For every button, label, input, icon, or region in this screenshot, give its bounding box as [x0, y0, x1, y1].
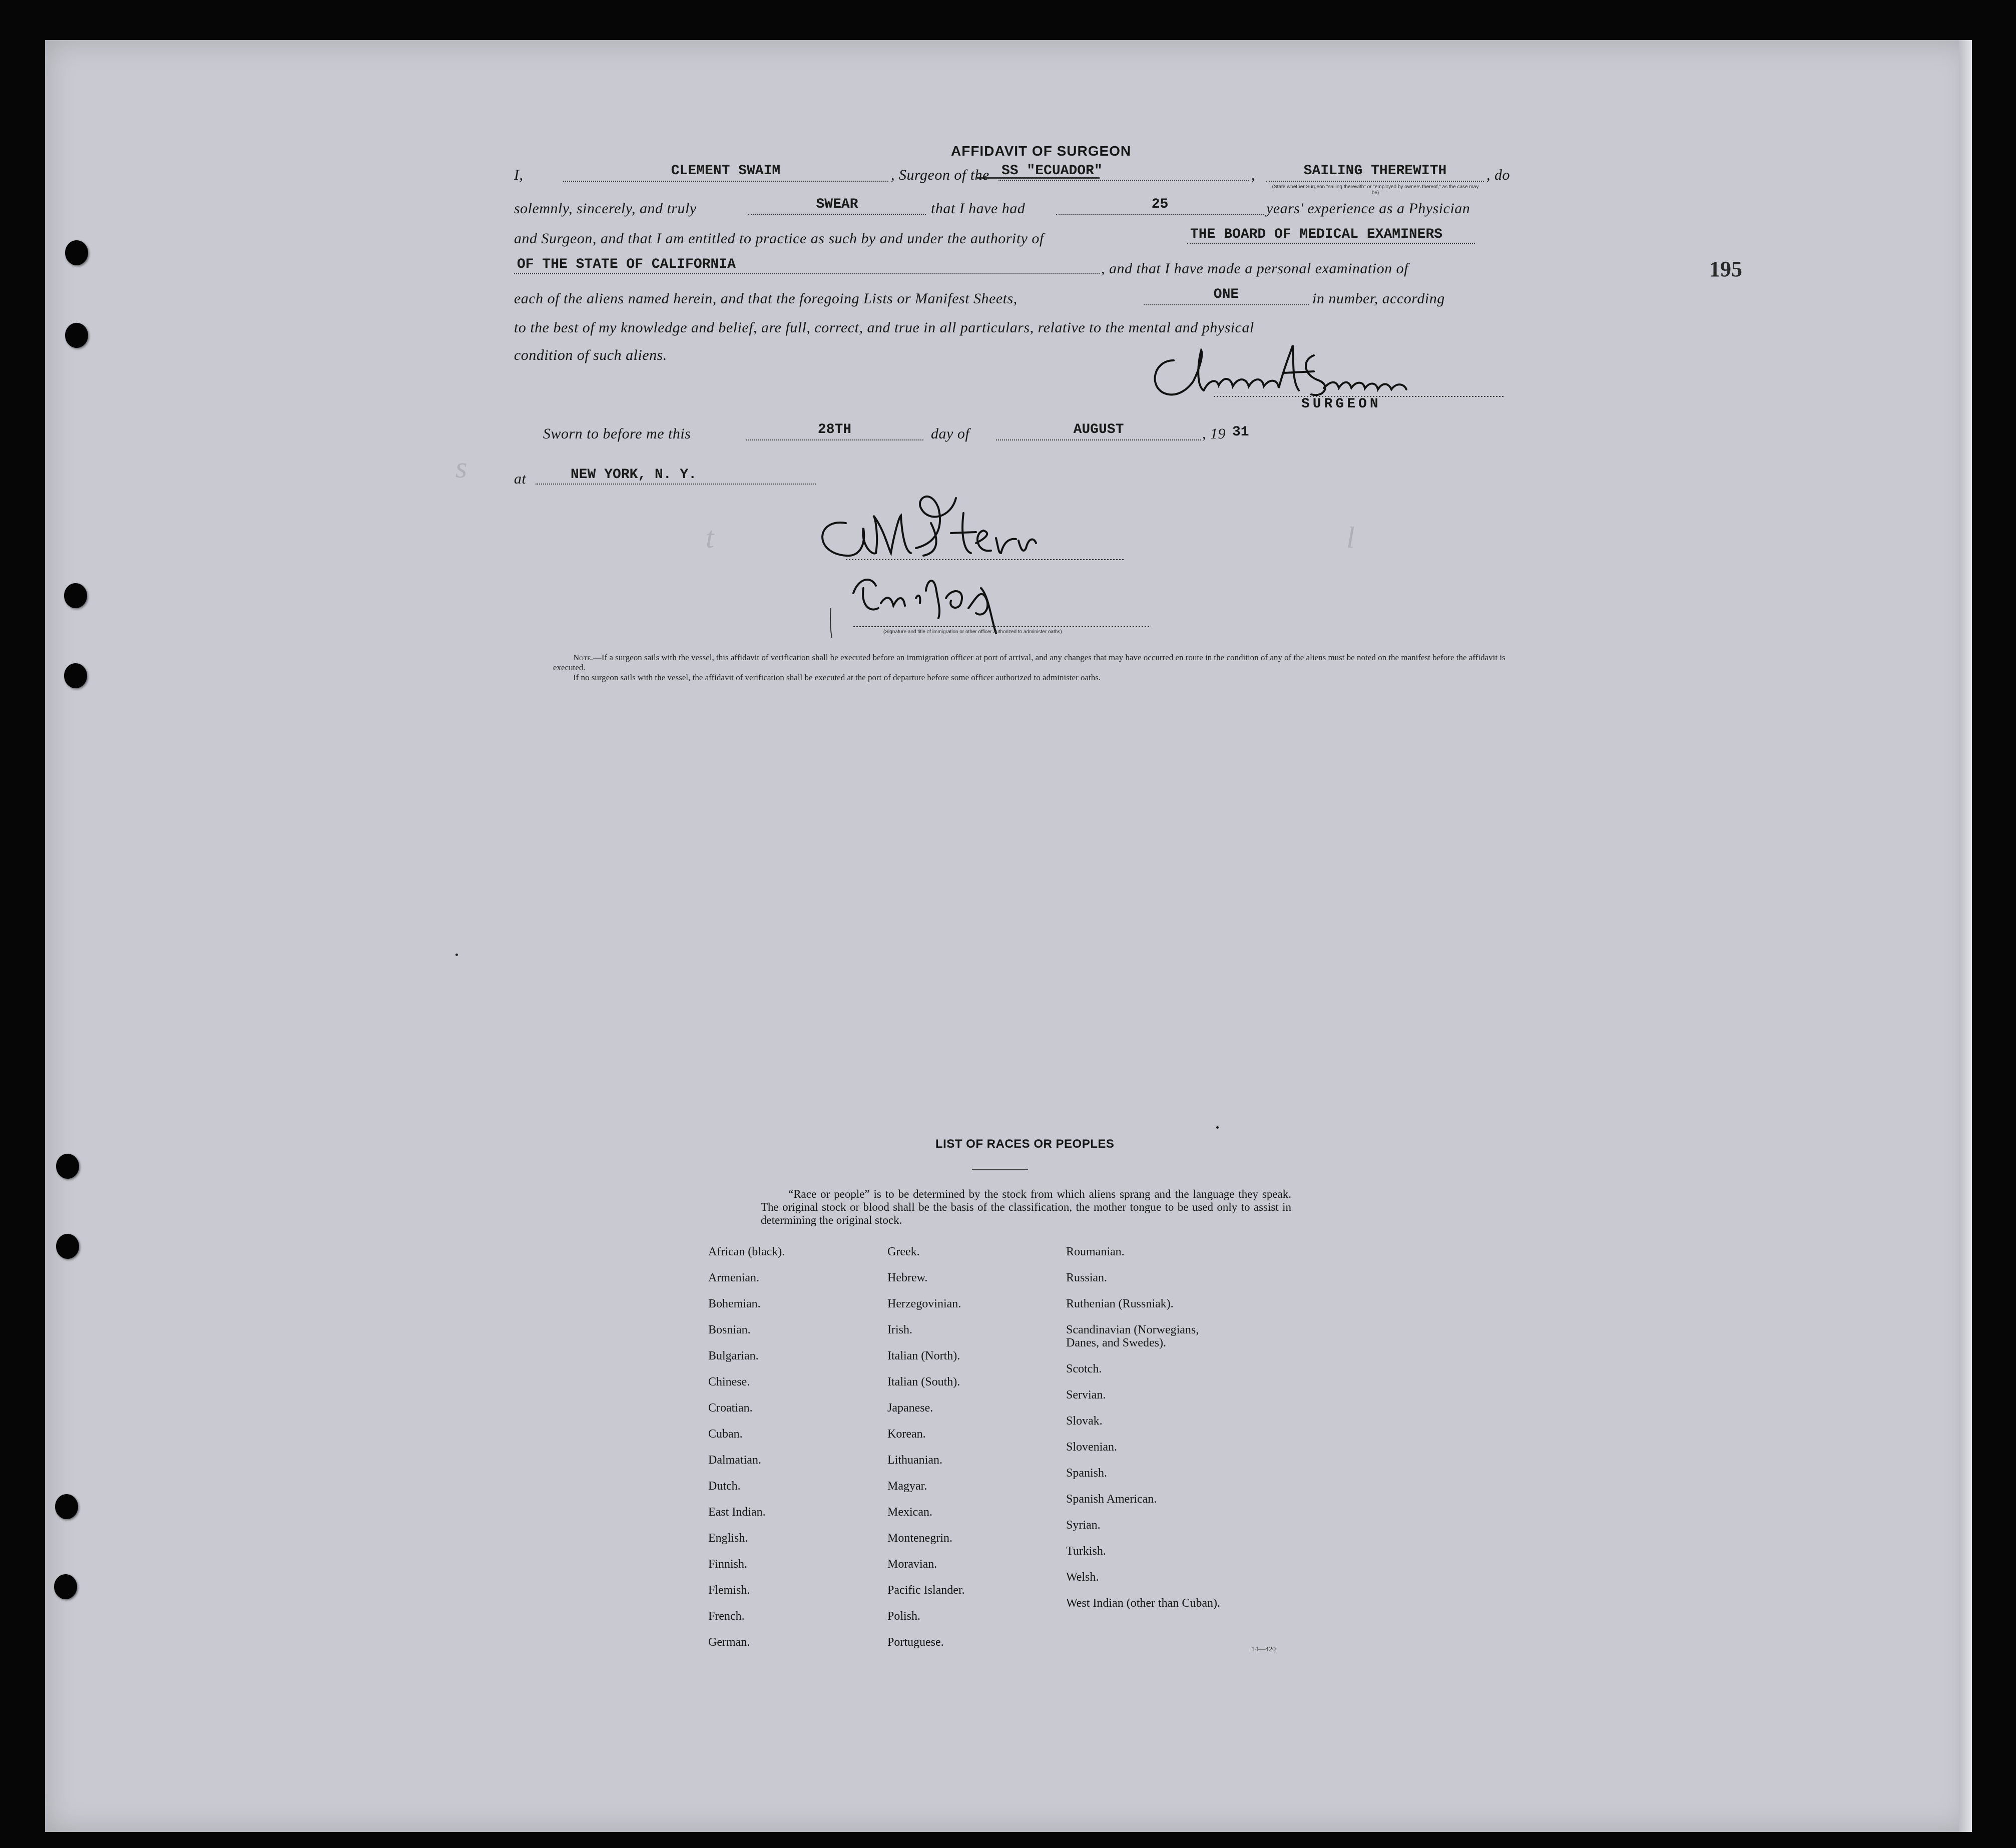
affidavit-title: AFFIDAVIT OF SURGEON — [951, 143, 1132, 159]
race-item: Roumanian. — [1066, 1245, 1125, 1258]
line1-post: , do — [1486, 167, 1510, 183]
race-item: Cuban. — [708, 1428, 743, 1441]
race-item: Montenegrin. — [887, 1532, 952, 1545]
line1-pre: I, — [514, 167, 524, 183]
races-column-2 — [887, 1245, 1068, 1662]
sworn-day-field: 28TH — [746, 421, 923, 440]
race-item: Hebrew. — [887, 1271, 928, 1284]
line5-pre: each of the aliens named herein, and that the foregoing Lists or Manifest Sheets, — [514, 290, 1018, 307]
line1-comma: , — [1251, 167, 1255, 183]
race-item: Croatian. — [708, 1402, 753, 1415]
sworn-pre: Sworn to before me this — [543, 425, 691, 442]
note-label: Note. — [573, 653, 593, 662]
page-number: 195 — [1709, 257, 1742, 281]
race-item: Magyar. — [887, 1480, 927, 1493]
race-item: Bulgarian. — [708, 1349, 759, 1362]
race-item: Japanese. — [887, 1402, 933, 1415]
surgeon-signature — [1144, 340, 1504, 405]
binder-hole — [56, 1234, 79, 1259]
race-item: Lithuanian. — [887, 1454, 942, 1467]
race-item: Scotch. — [1066, 1362, 1102, 1375]
note-paragraph-2: If no surgeon sails with the vessel, the affidavit of verification shall be executed at the port of departure before some officer authorized to administer oaths. — [573, 673, 1101, 682]
race-item: Portuguese. — [887, 1636, 944, 1649]
binder-hole — [64, 663, 87, 688]
race-item: Turkish. — [1066, 1545, 1106, 1558]
sailing-status-field: SAILING THEREWITH — [1266, 163, 1484, 182]
surgeon-name-field: CLEMENT SWAIM — [563, 163, 888, 182]
sheets-count-field: ONE — [1144, 286, 1309, 305]
race-item: Servian. — [1066, 1389, 1106, 1402]
race-item: Irish. — [887, 1323, 912, 1336]
race-item: Russian. — [1066, 1271, 1108, 1284]
race-item: Chinese. — [708, 1375, 750, 1389]
vessel-field: SS "ECUADOR" — [998, 163, 1249, 181]
scan-speck — [1216, 1126, 1219, 1129]
scan-speck — [455, 954, 458, 956]
sworn-year-prefix: , 19 — [1202, 425, 1226, 442]
line5-post: in number, according — [1312, 290, 1445, 307]
race-item: West Indian (other than Cuban). — [1066, 1597, 1220, 1610]
race-item: Slovenian. — [1066, 1441, 1117, 1454]
binder-hole — [56, 1154, 79, 1179]
binder-hole — [55, 1494, 78, 1519]
bleed-through-mark: t — [706, 521, 714, 554]
race-item: Greek. — [887, 1245, 920, 1258]
page-edge — [1959, 40, 1972, 1832]
race-item: German. — [708, 1636, 750, 1649]
race-item: Ruthenian (Russniak). — [1066, 1297, 1174, 1310]
line7: condition of such aliens. — [514, 347, 667, 363]
race-item: English. — [708, 1532, 748, 1545]
races-column-3 — [1066, 1245, 1231, 1636]
sailing-status-note: (State whether Surgeon "sailing therewith" or "employed by owners thereof," as the case may be) — [1272, 184, 1479, 196]
oath-field: SWEAR — [748, 196, 926, 215]
races-intro: “Race or people” is to be determined by the stock from which aliens sprang and the language they speak. The original stock or blood shall be the basis of the classification, the mother tongue to be used only to assist in determining the original stock. — [761, 1188, 1291, 1226]
race-item: Spanish American. — [1066, 1493, 1157, 1506]
sworn-year-suffix: 31 — [1232, 424, 1249, 440]
binder-hole — [64, 583, 87, 608]
binder-hole — [65, 323, 88, 348]
races-column-1 — [708, 1245, 888, 1662]
authority-field-2: OF THE STATE OF CALIFORNIA — [514, 256, 1100, 274]
officer-caption: (Signature and title of immigration or other officer authorized to administer oaths) — [883, 629, 1062, 635]
line2-post: years' experience as a Physician — [1266, 200, 1470, 217]
race-item: Dutch. — [708, 1480, 741, 1493]
race-item: Bohemian. — [708, 1297, 761, 1310]
officer-signature — [771, 468, 1151, 648]
document-page — [45, 40, 1972, 1832]
binder-hole — [65, 240, 88, 265]
location-pre: at — [514, 471, 527, 487]
line2-pre: solemnly, sincerely, and truly — [514, 200, 697, 217]
races-title-underline — [972, 1169, 1028, 1170]
race-item: East Indian. — [708, 1506, 766, 1519]
years-field: 25 — [1056, 196, 1264, 215]
race-item: French. — [708, 1610, 745, 1623]
binder-hole — [54, 1574, 77, 1599]
race-item: Syrian. — [1066, 1519, 1101, 1532]
race-item: Finnish. — [708, 1558, 748, 1571]
affidavit-note — [553, 653, 1514, 683]
race-item: Italian (North). — [887, 1349, 960, 1362]
authority-field-1: THE BOARD OF MEDICAL EXAMINERS — [1187, 226, 1475, 244]
race-item: Herzegovinian. — [887, 1297, 961, 1310]
race-item: African (black). — [708, 1245, 785, 1258]
line2-mid: that I have had — [931, 200, 1026, 217]
race-item: Scandinavian (Norwegians, Danes, and Swedes). — [1066, 1323, 1199, 1349]
sworn-mid: day of — [931, 425, 970, 442]
race-item: Pacific Islander. — [887, 1584, 965, 1597]
bleed-through-mark: s — [455, 451, 467, 484]
line3-pre: and Surgeon, and that I am entitled to practice as such by and under the authority of — [514, 230, 1044, 247]
form-code: 14—420 — [1251, 1646, 1276, 1653]
line1-mid: , Surgeon of the — [891, 167, 989, 183]
race-item: Polish. — [887, 1610, 921, 1623]
race-item: Korean. — [887, 1428, 926, 1441]
race-item: Slovak. — [1066, 1415, 1103, 1428]
surgeon-label: SURGEON — [1301, 396, 1381, 412]
race-item: Italian (South). — [887, 1375, 960, 1389]
note-text-1: —If a surgeon sails with the vessel, this affidavit of verification shall be executed before an immigration officer at port of arrival, and any changes that may have occurred en route in the condition of any of the aliens must be noted on the manifest before the affidavit is executed. — [553, 653, 1505, 672]
race-item: Spanish. — [1066, 1467, 1108, 1480]
race-item: Moravian. — [887, 1558, 937, 1571]
race-item: Dalmatian. — [708, 1454, 761, 1467]
note-paragraph-1 — [553, 653, 1514, 673]
race-item: Flemish. — [708, 1584, 750, 1597]
races-list-title: LIST OF RACES OR PEOPLES — [935, 1137, 1115, 1151]
bleed-through-mark: l — [1346, 521, 1355, 554]
line6: to the best of my knowledge and belief, are full, correct, and true in all particulars, relative to the mental and physical — [514, 319, 1254, 336]
race-item: Bosnian. — [708, 1323, 751, 1336]
race-item: Mexican. — [887, 1506, 932, 1519]
location-field: NEW YORK, N. Y. — [536, 467, 816, 485]
race-item: Welsh. — [1066, 1571, 1099, 1584]
sworn-month-field: AUGUST — [996, 421, 1201, 440]
race-item: Armenian. — [708, 1271, 759, 1284]
line4-post: , and that I have made a personal examination of — [1101, 260, 1408, 277]
